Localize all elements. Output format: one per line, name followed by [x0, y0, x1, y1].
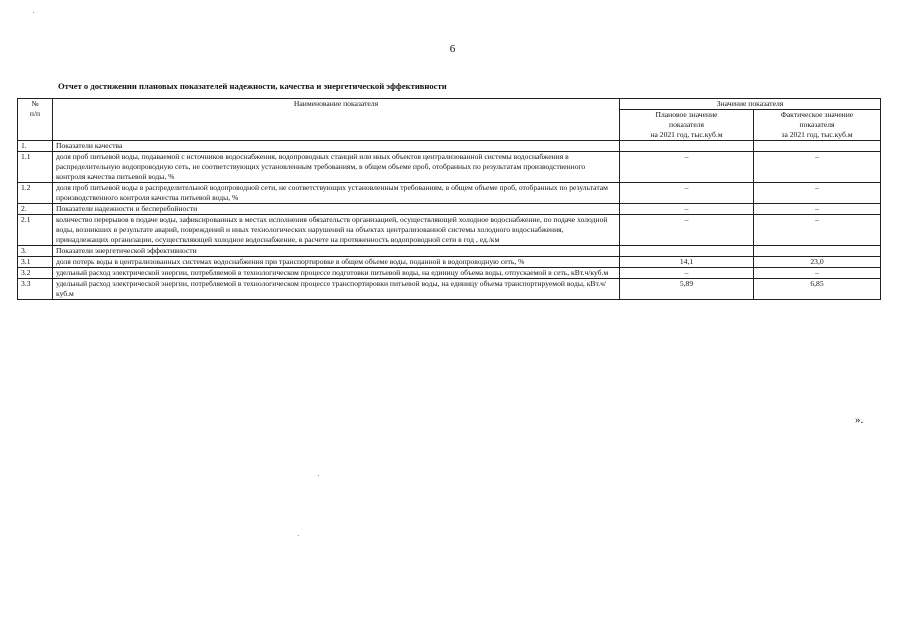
row-name: доля проб питьевой воды в распределительной водопроводной сети, не соответствующих установленным требованиям, в общем объеме проб, отобранных по результатам производственного контроля качества питьевой воды, %: [53, 183, 620, 204]
col-header-num: № п/п: [18, 99, 53, 141]
row-num: 1.: [18, 141, 53, 152]
row-planned: –: [620, 152, 754, 183]
row-num: 3.3: [18, 279, 53, 300]
table-row: [18, 141, 881, 152]
col-header-value-group: Значение показателя: [620, 99, 881, 110]
row-num: 2.: [18, 204, 53, 215]
table-row: [18, 183, 881, 204]
row-name: Показатели надежности и бесперебойности: [53, 204, 620, 215]
row-name: Показатели энергетической эффективности: [53, 246, 620, 257]
row-actual: –: [754, 268, 881, 279]
row-actual: [754, 141, 881, 152]
table-row: [18, 246, 881, 257]
row-actual: [754, 246, 881, 257]
table-row: [18, 257, 881, 268]
scan-speck: [33, 12, 34, 13]
row-actual: –: [754, 183, 881, 204]
row-num: 2.1: [18, 215, 53, 246]
row-num: 3.1: [18, 257, 53, 268]
table-row: [18, 268, 881, 279]
table-row: [18, 204, 881, 215]
col-header-actual: Фактическое значение показателя за 2021 год, тыс.куб.м: [754, 110, 881, 141]
closing-quote-mark: ».: [855, 414, 864, 426]
col-header-name: Наименование показателя: [53, 99, 620, 141]
row-name: удельный расход электрической энергии, потребляемой в технологическом процессе транспортировки питьевой воды, на единицу объема транспортируемой воды, кВт.ч/куб.м: [53, 279, 620, 300]
scan-speck: [318, 475, 319, 476]
row-name: доля проб питьевой воды, подаваемой с источников водоснабжения, водопроводных станций или иных объектов централизованной системы водоснабжения в распределительную водопроводную сеть, не соответствующих установленным требованиям, в общем объеме проб, отобранных по результатам производственного контроля качества питьевой воды, %: [53, 152, 620, 183]
report-table: [17, 98, 881, 300]
table-header-row: [18, 99, 881, 110]
row-planned: 5,89: [620, 279, 754, 300]
table-row: [18, 279, 881, 300]
row-name: доля потерь воды в централизованных системах водоснабжения при транспортировке в общем объеме воды, поданной в водопроводную сеть, %: [53, 257, 620, 268]
table-row: [18, 152, 881, 183]
row-name: количество перерывов в подаче воды, зафиксированных в местах исполнения обязательств организацией, осуществляющей холодное водоснабжение, по подаче холодной воды, возникших в результате аварий, повреждений и иных технологических нарушений на объектах централизованной системы холодного водоснабжения, принадлежащих организации, осуществляющей холодное водоснабжение, в расчете на протяженность водопроводной сети в год , ед./км: [53, 215, 620, 246]
row-num: 1.1: [18, 152, 53, 183]
row-actual: 23,0: [754, 257, 881, 268]
row-actual: –: [754, 215, 881, 246]
row-num: 1.2: [18, 183, 53, 204]
row-num: 3.2: [18, 268, 53, 279]
report-title: Отчет о достижении плановых показателей надежности, качества и энергетической эффективности: [58, 81, 447, 91]
scan-speck: [298, 535, 299, 536]
row-name: удельный расход электрической энергии, потребляемой в технологическом процессе подготовки питьевой воды, на единицу объема воды, отпускаемой в сеть, кВт.ч/куб.м: [53, 268, 620, 279]
page-number: 6: [449, 43, 456, 55]
row-actual: 6,85: [754, 279, 881, 300]
row-planned: –: [620, 183, 754, 204]
col-header-planned: Плановое значение показателя на 2021 год, тыс.куб.м: [620, 110, 754, 141]
row-num: 3.: [18, 246, 53, 257]
row-planned: –: [620, 204, 754, 215]
row-name: Показатели качества: [53, 141, 620, 152]
table-row: [18, 215, 881, 246]
row-planned: –: [620, 215, 754, 246]
row-actual: –: [754, 152, 881, 183]
row-planned: 14,1: [620, 257, 754, 268]
row-planned: [620, 141, 754, 152]
row-planned: [620, 246, 754, 257]
row-planned: –: [620, 268, 754, 279]
row-actual: –: [754, 204, 881, 215]
